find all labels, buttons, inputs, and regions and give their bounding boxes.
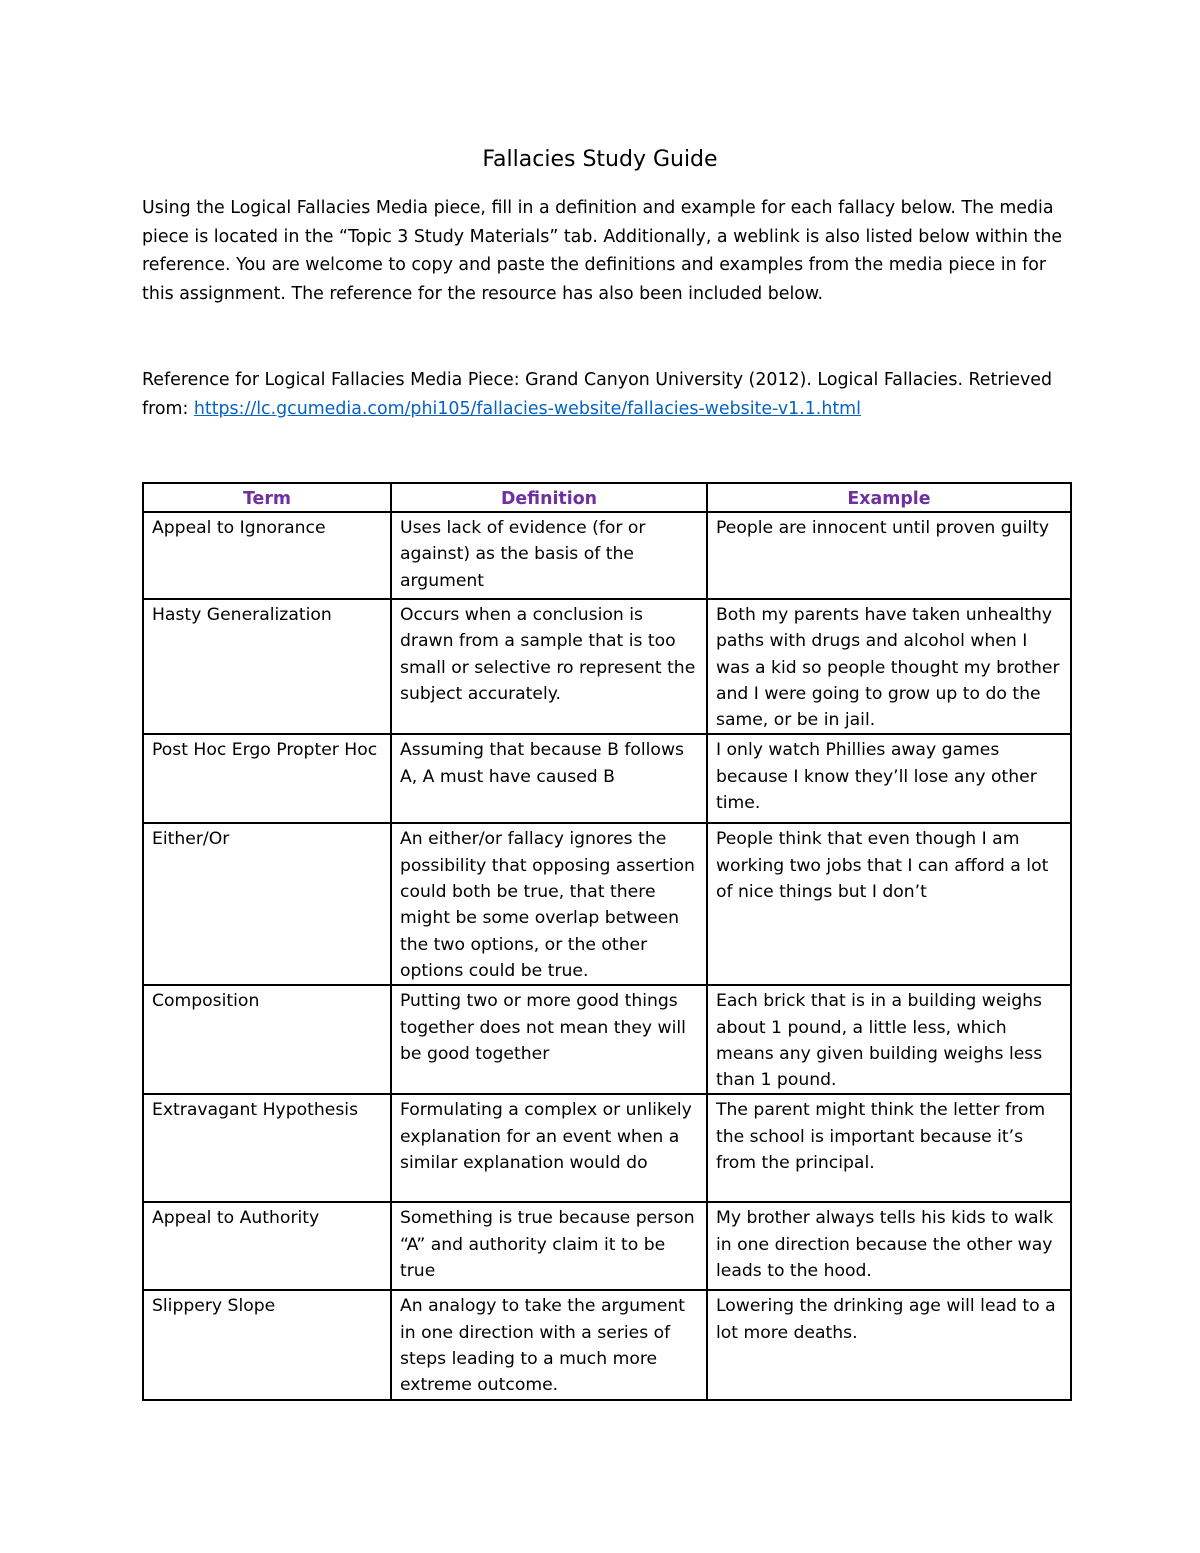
example-cell: The parent might think the letter from the school is important because it’s from the principal. (707, 1094, 1071, 1202)
table-row (143, 823, 1071, 985)
table-row (143, 599, 1071, 734)
reference-paragraph (142, 366, 1072, 423)
table-row (143, 734, 1071, 823)
header-term: Term (143, 483, 391, 512)
table-header-row (143, 483, 1071, 512)
table-row (143, 1094, 1071, 1202)
example-cell: Both my parents have taken unhealthy paths with drugs and alcohol when I was a kid so people thought my brother and I were going to grow up to do the same, or be in jail. (707, 599, 1071, 734)
example-cell: People are innocent until proven guilty (707, 512, 1071, 599)
definition-cell: Assuming that because B follows A, A must have caused B (391, 734, 707, 823)
definition-cell: Formulating a complex or unlikely explanation for an event when a similar explanation would do (391, 1094, 707, 1202)
example-cell: My brother always tells his kids to walk in one direction because the other way leads to the hood. (707, 1202, 1071, 1290)
table-row (143, 1290, 1071, 1399)
reference-text: Reference for Logical Fallacies Media Piece: Grand Canyon University (2012). Logical Fallacies. Retrieved from: (142, 370, 1053, 419)
table-row (143, 985, 1071, 1094)
definition-cell: Occurs when a conclusion is drawn from a sample that is too small or selective ro represent the subject accurately. (391, 599, 707, 734)
fallacies-table (142, 482, 1072, 1401)
definition-cell: An analogy to take the argument in one direction with a series of steps leading to a much more extreme outcome. (391, 1290, 707, 1399)
page-title: Fallacies Study Guide (482, 147, 718, 172)
intro-text: Using the Logical Fallacies Media piece, fill in a definition and example for each fallacy below. The media piece is located in the “Topic 3 Study Materials” tab. Additionally, a weblink is also listed below within the reference. You are welcome to copy and paste the definitions and examples from the media piece in for this assignment. The reference for the resource has also been included below. (142, 198, 1063, 305)
definition-cell: Something is true because person “A” and authority claim it to be true (391, 1202, 707, 1290)
definition-cell: An either/or fallacy ignores the possibility that opposing assertion could both be true, that there might be some overlap between the two options, or the other options could be true. (391, 823, 707, 985)
intro-paragraph (142, 194, 1072, 309)
term-cell: Slippery Slope (143, 1290, 391, 1399)
example-cell: Each brick that is in a building weighs about 1 pound, a little less, which means any given building weighs less than 1 pound. (707, 985, 1071, 1094)
table-row (143, 512, 1071, 599)
term-cell: Extravagant Hypothesis (143, 1094, 391, 1202)
term-cell: Appeal to Authority (143, 1202, 391, 1290)
term-cell: Composition (143, 985, 391, 1094)
term-cell: Post Hoc Ergo Propter Hoc (143, 734, 391, 823)
table-row (143, 1202, 1071, 1290)
example-cell: Lowering the drinking age will lead to a lot more deaths. (707, 1290, 1071, 1399)
term-cell: Hasty Generalization (143, 599, 391, 734)
definition-cell: Uses lack of evidence (for or against) as the basis of the argument (391, 512, 707, 599)
header-definition: Definition (391, 483, 707, 512)
reference-link[interactable]: https://lc.gcumedia.com/phi105/fallacies-website/fallacies-website-v1.1.html (193, 398, 861, 419)
term-cell: Appeal to Ignorance (143, 512, 391, 599)
example-cell: People think that even though I am working two jobs that I can afford a lot of nice things but I don’t (707, 823, 1071, 985)
definition-cell: Putting two or more good things together does not mean they will be good together (391, 985, 707, 1094)
term-cell: Either/Or (143, 823, 391, 985)
header-example: Example (707, 483, 1071, 512)
example-cell: I only watch Phillies away games because I know they’ll lose any other time. (707, 734, 1071, 823)
